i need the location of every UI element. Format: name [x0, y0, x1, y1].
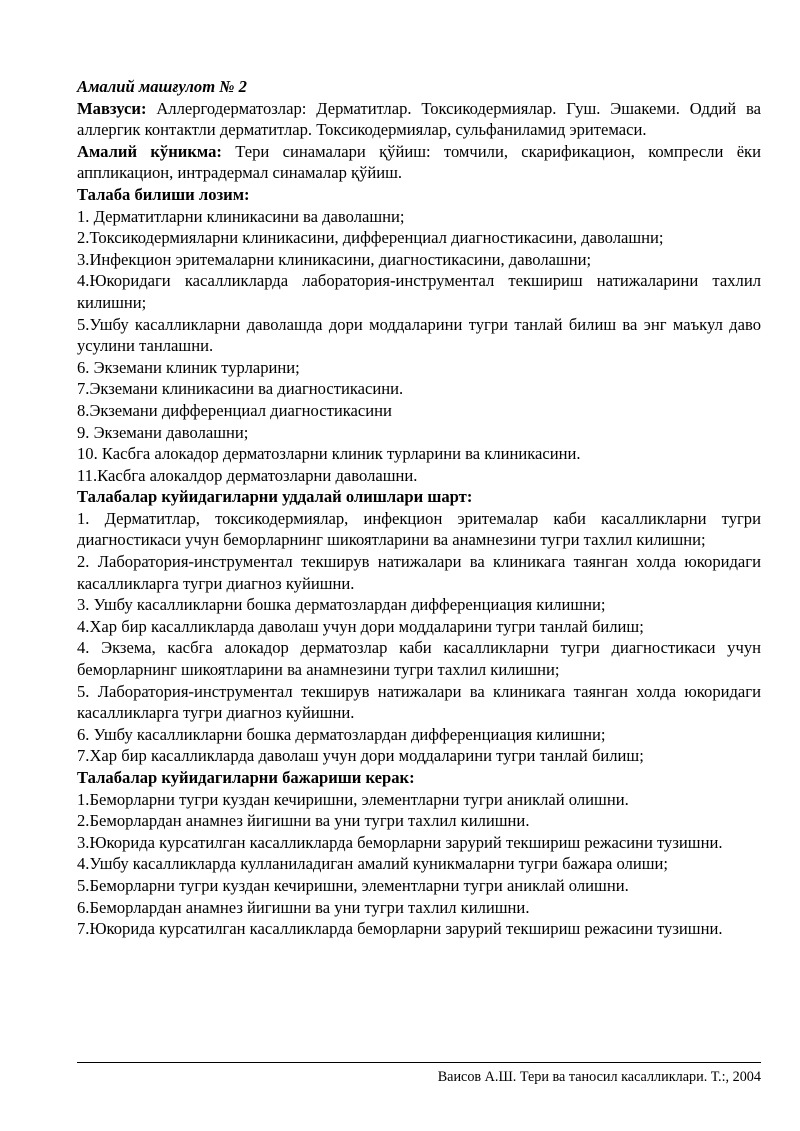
list-item: 8.Экземани дифференциал диагностикасини — [77, 400, 392, 420]
topic-paragraph — [77, 98, 761, 141]
tasks-list — [77, 789, 761, 940]
list-item: 1. Дерматитларни клиникасини ва даволашни; — [77, 206, 405, 226]
list-item: 3. Ушбу касалликларни бошка дерматозлардан дифференциация килишни; — [77, 595, 606, 615]
list-item: 3.Инфекцион эритемаларни клиникасини, диагностикасини, даволашни; — [77, 249, 592, 269]
list-item: 5. Лаборатория-инструментал текширув натижалари ва клиникага таянган холда юкоридаги касалликларга тугри диагноз куйишни. — [77, 681, 761, 723]
list-item: 5.Ушбу касалликларни даволашда дори моддаларини тугри танлай билиш ва энг маъкул даво усулини танлашни. — [77, 314, 761, 356]
skill-paragraph — [77, 141, 761, 184]
footer-divider — [77, 1062, 761, 1063]
document-page — [77, 76, 761, 940]
list-item: 1. Дерматитлар, токсикодермиялар, инфекцион эритемалар каби касалликларни тугри диагностикаси учун беморларнинг шикоятларини ва анамнезини тугри тахлил килишни; — [77, 508, 761, 550]
footer-citation: Ваисов А.Ш. Тери ва таносил касалликлари. Т.:, 2004 — [437, 1069, 761, 1085]
list-item: 7.Юкорида курсатилган касалликларда беморларни зарурий текшириш режасини тузишни. — [77, 919, 723, 939]
list-item: 11.Касбга алокалдор дерматозларни даволашни. — [77, 465, 418, 485]
list-item: 4.Ушбу касалликларда кулланиладиган амалий куникмаларни тугри бажара олиши; — [77, 854, 669, 874]
topic-text: Аллергодерматозлар: Дерматитлар. Токсикодермиялар. Гуш. Эшакеми. Оддий ва аллергик контактли дерматитлар. Токсикодермиялар, сульфаниламид эритемаси. — [77, 98, 761, 140]
list-item: 1.Беморларни тугри куздан кечиришни, элементларни тугри аниклай олишни. — [77, 789, 629, 809]
list-item: 2. Лаборатория-инструментал текширув натижалари ва клиникага таянган холда юкоридаги касалликларга тугри диагноз куйишни. — [77, 552, 761, 593]
list-item: 4. Экзема, касбга алокадор дерматозлар каби касалликларни тугри диагностикаси учун беморларнинг шикоятларини ва анамнезини тугри тахлил килишни; — [77, 638, 761, 680]
list-item: 6. Экземани клиник турларини; — [77, 357, 300, 377]
list-item: 9. Экземани даволашни; — [77, 422, 249, 442]
list-item: 10. Касбга алокадор дерматозларни клиник турларини ва клиникасини. — [77, 444, 581, 464]
list-item: 4.Хар бир касалликларда даволаш учун дори моддаларини тугри танлай билиш; — [77, 616, 644, 636]
section-heading-knowledge: Талаба билиши лозим: — [77, 184, 250, 204]
knowledge-list — [77, 206, 761, 487]
list-item: 4.Юкоридаги касалликларда лаборатория-инструментал текшириш натижаларини тахлил килишни; — [77, 271, 761, 312]
skill-label: Амалий кўникма: — [77, 141, 222, 161]
section-heading-abilities: Талабалар куйидагиларни уддалай олишлари шарт: — [77, 487, 473, 507]
page-title: Амалий машғулот № 2 — [77, 77, 247, 96]
list-item: 7.Хар бир касалликларда даволаш учун дори моддаларини тугри танлай билиш; — [77, 746, 644, 766]
abilities-list — [77, 508, 761, 767]
list-item: 7.Экземани клиникасини ва диагностикасини. — [77, 379, 404, 399]
topic-label: Мавзуси: — [77, 98, 147, 118]
list-item: 2.Беморлардан анамнез йигишни ва уни тугри тахлил килишни. — [77, 811, 530, 831]
section-heading-tasks: Талабалар куйидагиларни бажариши керак: — [77, 768, 415, 787]
list-item: 6. Ушбу касалликларни бошка дерматозлардан дифференциация килишни; — [77, 724, 606, 744]
list-item: 5.Беморларни тугри куздан кечиришни, элементларни тугри аниклай олишни. — [77, 875, 629, 895]
list-item: 3.Юкорида курсатилган касалликларда беморларни зарурий текшириш режасини тузишни. — [77, 832, 723, 852]
list-item: 6.Беморлардан анамнез йигишни ва уни тугри тахлил килишни. — [77, 897, 530, 917]
list-item: 2.Токсикодермияларни клиникасини, дифференциал диагностикасини, даволашни; — [77, 228, 664, 248]
skill-text: Тери синамалари қўйиш: томчили, скарификацион, компресли ёки аппликацион, интрадермал синамалар қўйиш. — [77, 141, 761, 183]
